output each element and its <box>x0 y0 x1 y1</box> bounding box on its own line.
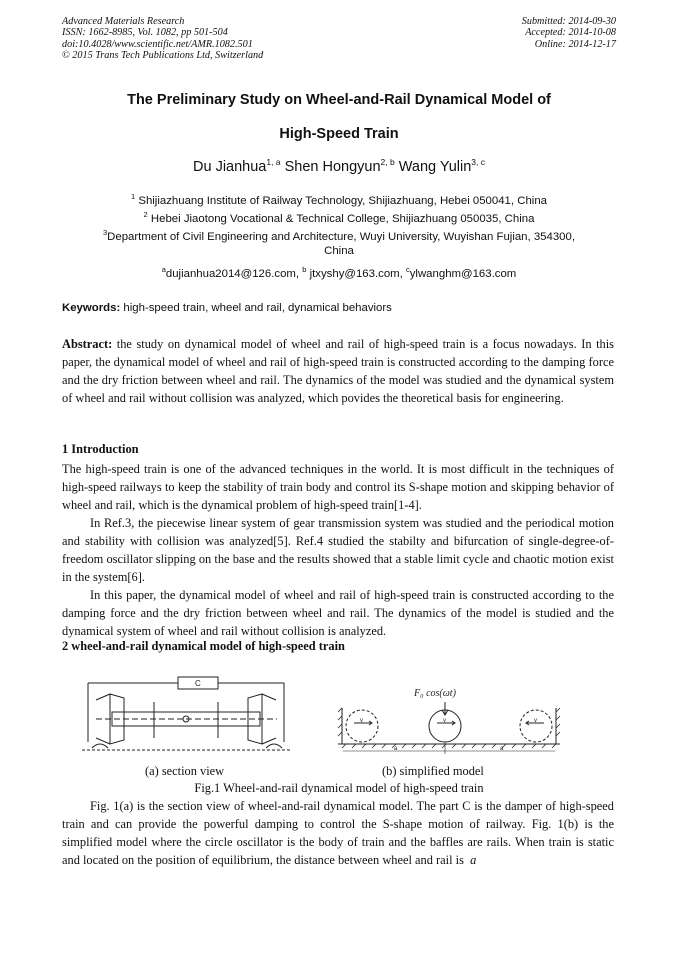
force-label: F₀ cos(ωt) <box>414 688 456 699</box>
author-name: Wang Yulin <box>398 158 472 175</box>
velocity-label: v <box>443 718 446 724</box>
paper-title-line-1: The Preliminary Study on Wheel-and-Rail Dynamical Model of <box>127 92 551 108</box>
author-emails <box>62 261 616 283</box>
author-sup: 1, a <box>266 157 281 167</box>
simplified-model-diagram <box>338 688 560 754</box>
journal-info <box>62 16 263 61</box>
online-date: Online: 2014-12-17 <box>534 38 616 50</box>
abstract-text: the study on dynamical model of wheel and rail of high-speed train is a focus nowadays. In this paper, the dynamical model of wheel and rail of high-speed train is constructed according to the damping force and the dry friction between wheel and rail. The dynamics of the model was studied and the dynamical system of wheel and rail without collision was analyzed, which povides the theoretical basis for engineering. <box>62 337 614 405</box>
email-a[interactable]: dujianhua2014@126.com, <box>165 267 300 280</box>
distance-label: a <box>500 746 504 752</box>
email-c[interactable]: ylwanghm@163.com <box>409 267 517 280</box>
keywords-label: Keywords: <box>62 302 121 314</box>
section-heading-model: 2 wheel-and-rail dynamical model of high-speed train <box>62 639 345 653</box>
figure-1-drawing <box>62 672 616 764</box>
left-rail <box>92 744 108 748</box>
journal-doi[interactable]: doi:10.4028/www.scientific.net/AMR.1082.501 <box>62 38 253 50</box>
author-name: Shen Hongyun <box>284 158 381 175</box>
author-list <box>62 157 616 175</box>
abstract-label: Abstract: <box>62 337 113 351</box>
figure-1-caption: Fig.1 Wheel-and-rail dynamical model of high-speed train <box>194 781 484 795</box>
submission-dates <box>522 16 616 50</box>
affiliation-sup: 2 <box>143 210 148 219</box>
affiliation-text: Shijiazhuang Institute of Railway Technology, Shijiazhuang, Hebei 050041, China <box>138 194 547 207</box>
figure-1b-label: (b) simplified model <box>382 764 484 778</box>
intro-paragraph-3: In this paper, the dynamical model of wheel and rail of high-speed train is constructed according to the damping force and the dry friction between wheel and rail. The dynamics of the model is studied and the dynamical system of wheel and rail without collision is analyzed. <box>62 588 614 638</box>
affiliation-3-cont: China <box>324 245 354 257</box>
submitted-date: Submitted: 2014-09-30 <box>521 16 616 27</box>
author-sup: 2, b <box>380 157 395 167</box>
affiliation-text: Hebei Jiaotong Vocational & Technical College, Shijiazhuang 050035, China <box>150 212 535 225</box>
keywords-text: high-speed train, wheel and rail, dynamical behaviors <box>123 302 392 314</box>
email-b[interactable]: jtxyshy@163.com, <box>309 267 403 280</box>
velocity-label: v <box>360 718 363 724</box>
journal-copyright: © 2015 Trans Tech Publications Ltd, Switzerland <box>62 49 264 61</box>
figure-description-text: Fig. 1(a) is the section view of wheel-and-rail dynamical model. The part C is the damper of high-speed train and can provide the powerful damping to control the S-shape motion of railway. Fig. 1(b) is the simplified model where the circle oscillator is the body of train and the baffles are rails. When train is static and located on the position of equilibrium, the distance between wheel and rail is <box>62 799 614 867</box>
email-sup: b <box>302 265 307 274</box>
paper-title-line-2: High-Speed Train <box>279 126 399 142</box>
figure-1 <box>62 672 616 764</box>
damper-label: C <box>195 679 201 688</box>
wheel-right-position <box>520 710 552 742</box>
journal-name: Advanced Materials Research <box>62 16 185 27</box>
email-sup: c <box>405 265 410 274</box>
right-rail <box>266 744 282 748</box>
affiliation-text: Department of Civil Engineering and Architecture, Wuyi University, Wuyishan Fujian, 354300, <box>107 230 576 243</box>
keywords <box>62 302 616 314</box>
figure-description-paragraph <box>62 797 614 869</box>
journal-issn: ISSN: 1662-8985, Vol. 1082, pp 501-504 <box>62 27 228 39</box>
abstract <box>62 335 614 407</box>
distance-variable: a <box>470 853 477 867</box>
intro-paragraph-1: The high-speed train is one of the advanced techniques in the world. It is most difficult in the techniques of high-speed railways to keep the stability of train body and control its S-shape motion and skipping behavior of wheel and rail, which is the dynamical problem of high-speed train[1-4]. <box>62 462 614 512</box>
intro-paragraph-2: In Ref.3, the piecewise linear system of gear transmission system was studied and the periodical motion and stability with collision was analyzed[5]. Ref.4 studied the stabilty and bifurcation of single-degree-of-freedom oscillator slipping on the base and the results showed that a stable limit cycle and chaotic motion exist in the system[6]. <box>62 516 614 584</box>
distance-label: a <box>394 746 398 752</box>
section-view-diagram <box>82 677 290 750</box>
section-heading-introduction: 1 Introduction <box>62 442 139 456</box>
author-sup: 3, c <box>471 157 485 167</box>
figure-1a-label: (a) section view <box>145 764 225 778</box>
author-name: Du Jianhua <box>193 158 267 175</box>
affiliation-sup: 3 <box>102 228 108 237</box>
accepted-date: Accepted: 2014-10-08 <box>525 27 616 39</box>
email-sup: a <box>161 265 166 274</box>
wheel-left-position <box>346 710 378 742</box>
affiliation-sup: 1 <box>131 192 136 201</box>
velocity-label: v <box>534 718 537 724</box>
